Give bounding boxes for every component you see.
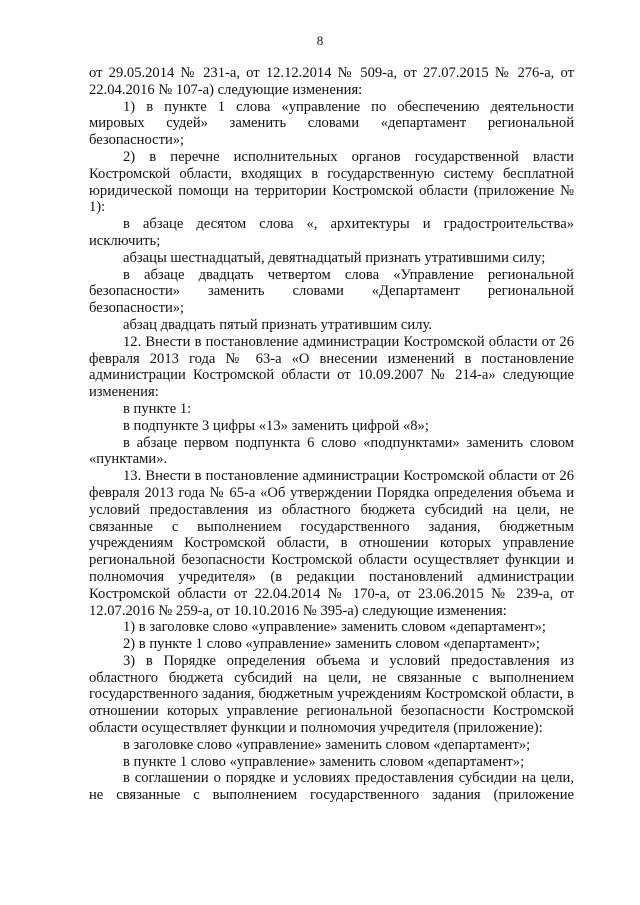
paragraph: 1) в заголовке слово «управление» заменить словом «департамент»; <box>123 619 546 636</box>
paragraph: в абзаце десятом слова «, архитектуры и градостроительства» исключить; <box>89 216 574 249</box>
paragraph: 1) в пункте 1 слова «управление по обеспечению деятельности мировых судей» заменить словами «департамент региональной безопасности»; <box>89 98 574 149</box>
paragraph: в пункте 1: <box>123 400 192 417</box>
paragraph: абзац двадцать пятый признать утратившим силу. <box>123 316 432 333</box>
paragraph: 2) в пункте 1 слово «управление» заменить словом «департамент»; <box>123 636 540 653</box>
paragraph: в пункте 1 слово «управление» заменить словом «департамент»; <box>123 753 525 770</box>
document-body <box>89 65 574 804</box>
paragraph: 3) в Порядке определения объема и условий предоставления из областного бюджета субсидий на цели, не связанные с выполнением государственного задания, бюджетным учреждениям Костромской области, в отношении которых управление региональной безопасности Костромской области осуществляет функции и полномочия учредителя (приложение): <box>89 652 574 737</box>
paragraph: в абзаце первом подпункта 6 слово «подпунктами» заменить словом «пунктами». <box>89 434 574 468</box>
paragraph: 2) в перечне исполнительных органов государственной власти Костромской области, входящих в государственную систему бесплатной юридической помощи на территории Костромской области (приложение № 1): <box>89 148 574 216</box>
paragraph: абзацы шестнадцатый, девятнадцатый признать утратившими силу; <box>123 249 546 266</box>
paragraph: в соглашении о порядке и условиях предоставления субсидии на цели, не связанные с выполнением государственного задания (приложение <box>89 770 574 804</box>
page-number: 8 <box>316 33 324 48</box>
paragraph: 13. Внести в постановление администрации Костромской области от 26 февраля 2013 года № 65-а «Об утверждении Порядка определения объема и условий предоставления из областного бюджета субсидий на цели, не связанные с выполнением государственного задания, бюджетным учреждениям Костромской области, в отношении которых управление региональной безопасности Костромской области осуществляет функции и полномочия учредителя» (в редакции постановлений администрации Костромской области от 22.04.2014 № 170-а, от 23.06.2015 № 239-а, от 12.07.2016 № 259-а, от 10.10.2016 № 395-а) следующие изменения: <box>89 468 574 619</box>
paragraph: в абзаце двадцать четвертом слова «Управление региональной безопасности» заменить словами «Департамент региональной безопасности»; <box>89 266 574 317</box>
paragraph: в заголовке слово «управление» заменить словом «департамент»; <box>123 736 531 753</box>
paragraph: 12. Внести в постановление администрации Костромской области от 26 февраля 2013 года № 63-а «О внесении изменений в постановление администрации Костромской области от 10.09.2007 № 214-а» следующие изменения: <box>89 333 574 401</box>
paragraph: от 29.05.2014 № 231-а, от 12.12.2014 № 509-а, от 27.07.2015 № 276-а, от 22.04.2016 № 107-а) следующие изменения: <box>89 65 574 98</box>
paragraph: в подпункте 3 цифры «13» заменить цифрой «8»; <box>123 417 429 434</box>
